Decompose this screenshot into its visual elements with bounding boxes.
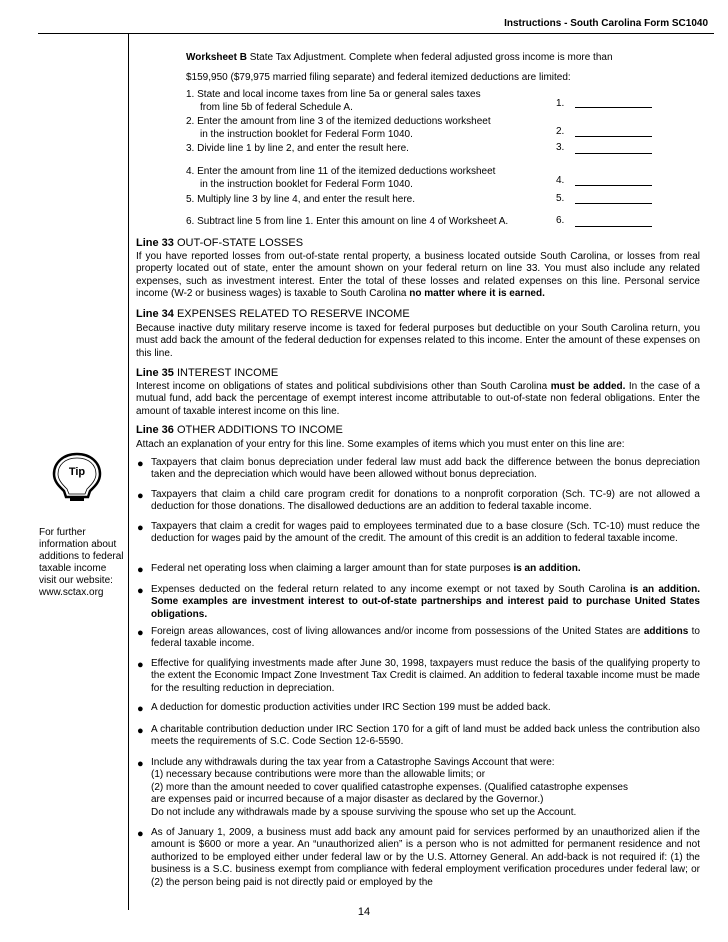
worksheet-intro-line-2: $159,950 ($79,975 married filing separate) and federal itemized deductions are limited:: [186, 72, 571, 83]
page-number: 14: [357, 906, 371, 918]
worksheet-item-5-number: 5.: [556, 193, 565, 204]
worksheet-item-6-number: 6.: [556, 215, 565, 226]
worksheet-intro: [186, 50, 656, 86]
bullet-item-economic-impact-zone: Effective for qualifying investments made after June 30, 1998, taxpayers must reduce the basis of the qualifying property to the extent the Economic Impact Zone Investment Tax Credit is claimed. An addition to federal taxable income must be made for the resulting reduction in depreciation.: [151, 658, 700, 694]
bullet-item-unauthorized-alien: As of January 1, 2009, a business must add back any amount paid for services performed by an unauthorized alien if the amount is $600 or more a year. An “unauthorized alien” is a person who is not admitted for permanent residence and not authorized to be employed either under federal law or by the U.S. Attorney General. An add-back is not required if: (1) the business is a S.C. business exempt from compliance with federal employment verification procedures under federal law; or (2) the person being paid is not directly paid or employed by the: [151, 827, 700, 888]
worksheet-item-6: 6. Subtract line 5 from line 1. Enter this amount on line 4 of Worksheet A.: [186, 216, 509, 227]
worksheet-item-3-entry-line[interactable]: [575, 153, 652, 154]
worksheet-item-3-number: 3.: [556, 142, 565, 153]
line-33-heading: Line 33 OUT-OF-STATE LOSSES: [136, 237, 304, 249]
bullet-item-catastrophe-savings: Include any withdrawals during the tax year from a Catastrophe Savings Account that were: (1) necessary because contributions were more than the allowable limits; or (2) more than the amount needed to cover qualified catastrophe expenses. (Qualified catastrophe expenses are expenses paid or incurred because of a major disaster as declared by the Governor.) Do not include any withdrawals made by a spouse surviving the spouse who set up the Account.: [151, 757, 628, 818]
tip-label: Tip: [68, 466, 86, 478]
bullet-icon: ●: [137, 659, 144, 671]
worksheet-item-4-entry-line[interactable]: [575, 185, 652, 186]
bullet-icon: ●: [137, 458, 144, 470]
bullet-icon: ●: [137, 758, 144, 770]
worksheet-title: Worksheet B: [186, 52, 247, 63]
bullet-icon: ●: [137, 585, 144, 597]
bullet-item-net-operating-loss: Federal net operating loss when claiming a larger amount than for state purposes is an addition.: [151, 563, 581, 574]
worksheet-intro-line-1: State Tax Adjustment. Complete when federal adjusted gross income is more than: [246, 52, 613, 63]
line-36-text: Attach an explanation of your entry for this line. Some examples of items which you must enter on this line are:: [136, 439, 625, 450]
worksheet-item-5-entry-line[interactable]: [575, 203, 652, 204]
bullet-icon: ●: [137, 522, 144, 534]
line-34-heading: Line 34 EXPENSES RELATED TO RESERVE INCOME: [136, 308, 410, 320]
line-35-text: Interest income on obligations of states and political subdivisions other than South Carolina must be added. In the case of a mutual fund, add back the percentage of exempt interest income attributable to out-of-state non federal obligations. Enter the amount of taxable interest income on this line.: [136, 381, 700, 417]
tip-sidebar-text: For further information about additions to federal taxable income visit our website: www.sctax.org: [39, 527, 124, 598]
line-33-text: If you have reported losses from out-of-state rental property, a business located outside South Carolina, or losses from real property located out of state, enter the amount shown on your federal return on line 33. You must also include any related expenses, such as investment interest. Enter the total of these losses and related expenses on this line. Personal service income (W-2 or business wages) is taxable to South Carolina no matter where it is earned.: [136, 251, 700, 300]
bullet-item-domestic-production: A deduction for domestic production activities under IRC Section 199 must be added back.: [151, 702, 551, 713]
worksheet-item-5: 5. Multiply line 3 by line 4, and enter the result here.: [186, 194, 416, 205]
bullet-icon: ●: [137, 828, 144, 840]
line-35-heading: Line 35 INTEREST INCOME: [136, 367, 279, 379]
bullet-item-bonus-depreciation: Taxpayers that claim bonus depreciation under federal law must add back the difference between the bonus depreciation taken and the depreciation which would have been allowed without bonus depreciation.: [151, 457, 700, 481]
worksheet-item-1: 1. State and local income taxes from line 5a or general sales taxes from line 5b of federal Schedule A.: [186, 89, 481, 113]
worksheet-item-2: 2. Enter the amount from line 3 of the itemized deductions worksheet in the instruction booklet for Federal Form 1040.: [186, 116, 491, 140]
worksheet-item-2-number: 2.: [556, 126, 565, 137]
margin-rule: [128, 33, 129, 910]
bullet-icon: ●: [137, 725, 144, 737]
worksheet-item-4-number: 4.: [556, 175, 565, 186]
worksheet-item-3: 3. Divide line 1 by line 2, and enter the result here.: [186, 143, 409, 154]
tip-lightbulb-icon: [52, 452, 102, 504]
header-rule: [38, 33, 714, 34]
worksheet-item-6-entry-line[interactable]: [575, 226, 652, 227]
worksheet-item-1-number: 1.: [556, 98, 565, 109]
worksheet-item-1-entry-line[interactable]: [575, 107, 652, 108]
bullet-icon: ●: [137, 627, 144, 639]
bullet-icon: ●: [137, 564, 144, 576]
worksheet-item-2-entry-line[interactable]: [575, 136, 652, 137]
bullet-item-charitable-land-gift: A charitable contribution deduction under IRC Section 170 for a gift of land must be added back unless the contribution also meets the requirements of S.C. Code Section 12-6-5590.: [151, 724, 700, 748]
bullet-icon: ●: [137, 703, 144, 715]
page-header-title: Instructions - South Carolina Form SC1040: [504, 18, 708, 29]
line-36-heading: Line 36 OTHER ADDITIONS TO INCOME: [136, 424, 343, 436]
worksheet-item-4: 4. Enter the amount from line 11 of the itemized deductions worksheet in the instruction booklet for Federal Form 1040.: [186, 166, 496, 190]
bullet-item-foreign-allowances: Foreign areas allowances, cost of living allowances and/or income from possessions of the United States are additions to federal taxable income.: [151, 626, 700, 650]
line-34-text: Because inactive duty military reserve income is taxed for federal purposes but deductible on your South Carolina return, you must add back the amount of the federal deduction for expenses related to this income. Enter the amount of these expenses on this line.: [136, 323, 700, 359]
bullet-item-child-care-credit: Taxpayers that claim a child care program credit for donations to a nonprofit corporation (Sch. TC-9) are not allowed a deduction for those donations. The disallowed deductions are an addition to federal taxable income.: [151, 489, 700, 513]
bullet-icon: ●: [137, 490, 144, 502]
bullet-item-base-closure-credit: Taxpayers that claim a credit for wages paid to employees terminated due to a base closure (Sch. TC-10) must reduce the deduction for wages paid by the amount of the credit. The amount of this credit is an addition to federal taxable income.: [151, 521, 700, 545]
bullet-item-exempt-income-expenses: Expenses deducted on the federal return related to any income exempt or not taxed by South Carolina is an addition. Some examples are investment interest to out-of-state partnerships and interest paid to purchase United States obligations.: [151, 584, 700, 620]
